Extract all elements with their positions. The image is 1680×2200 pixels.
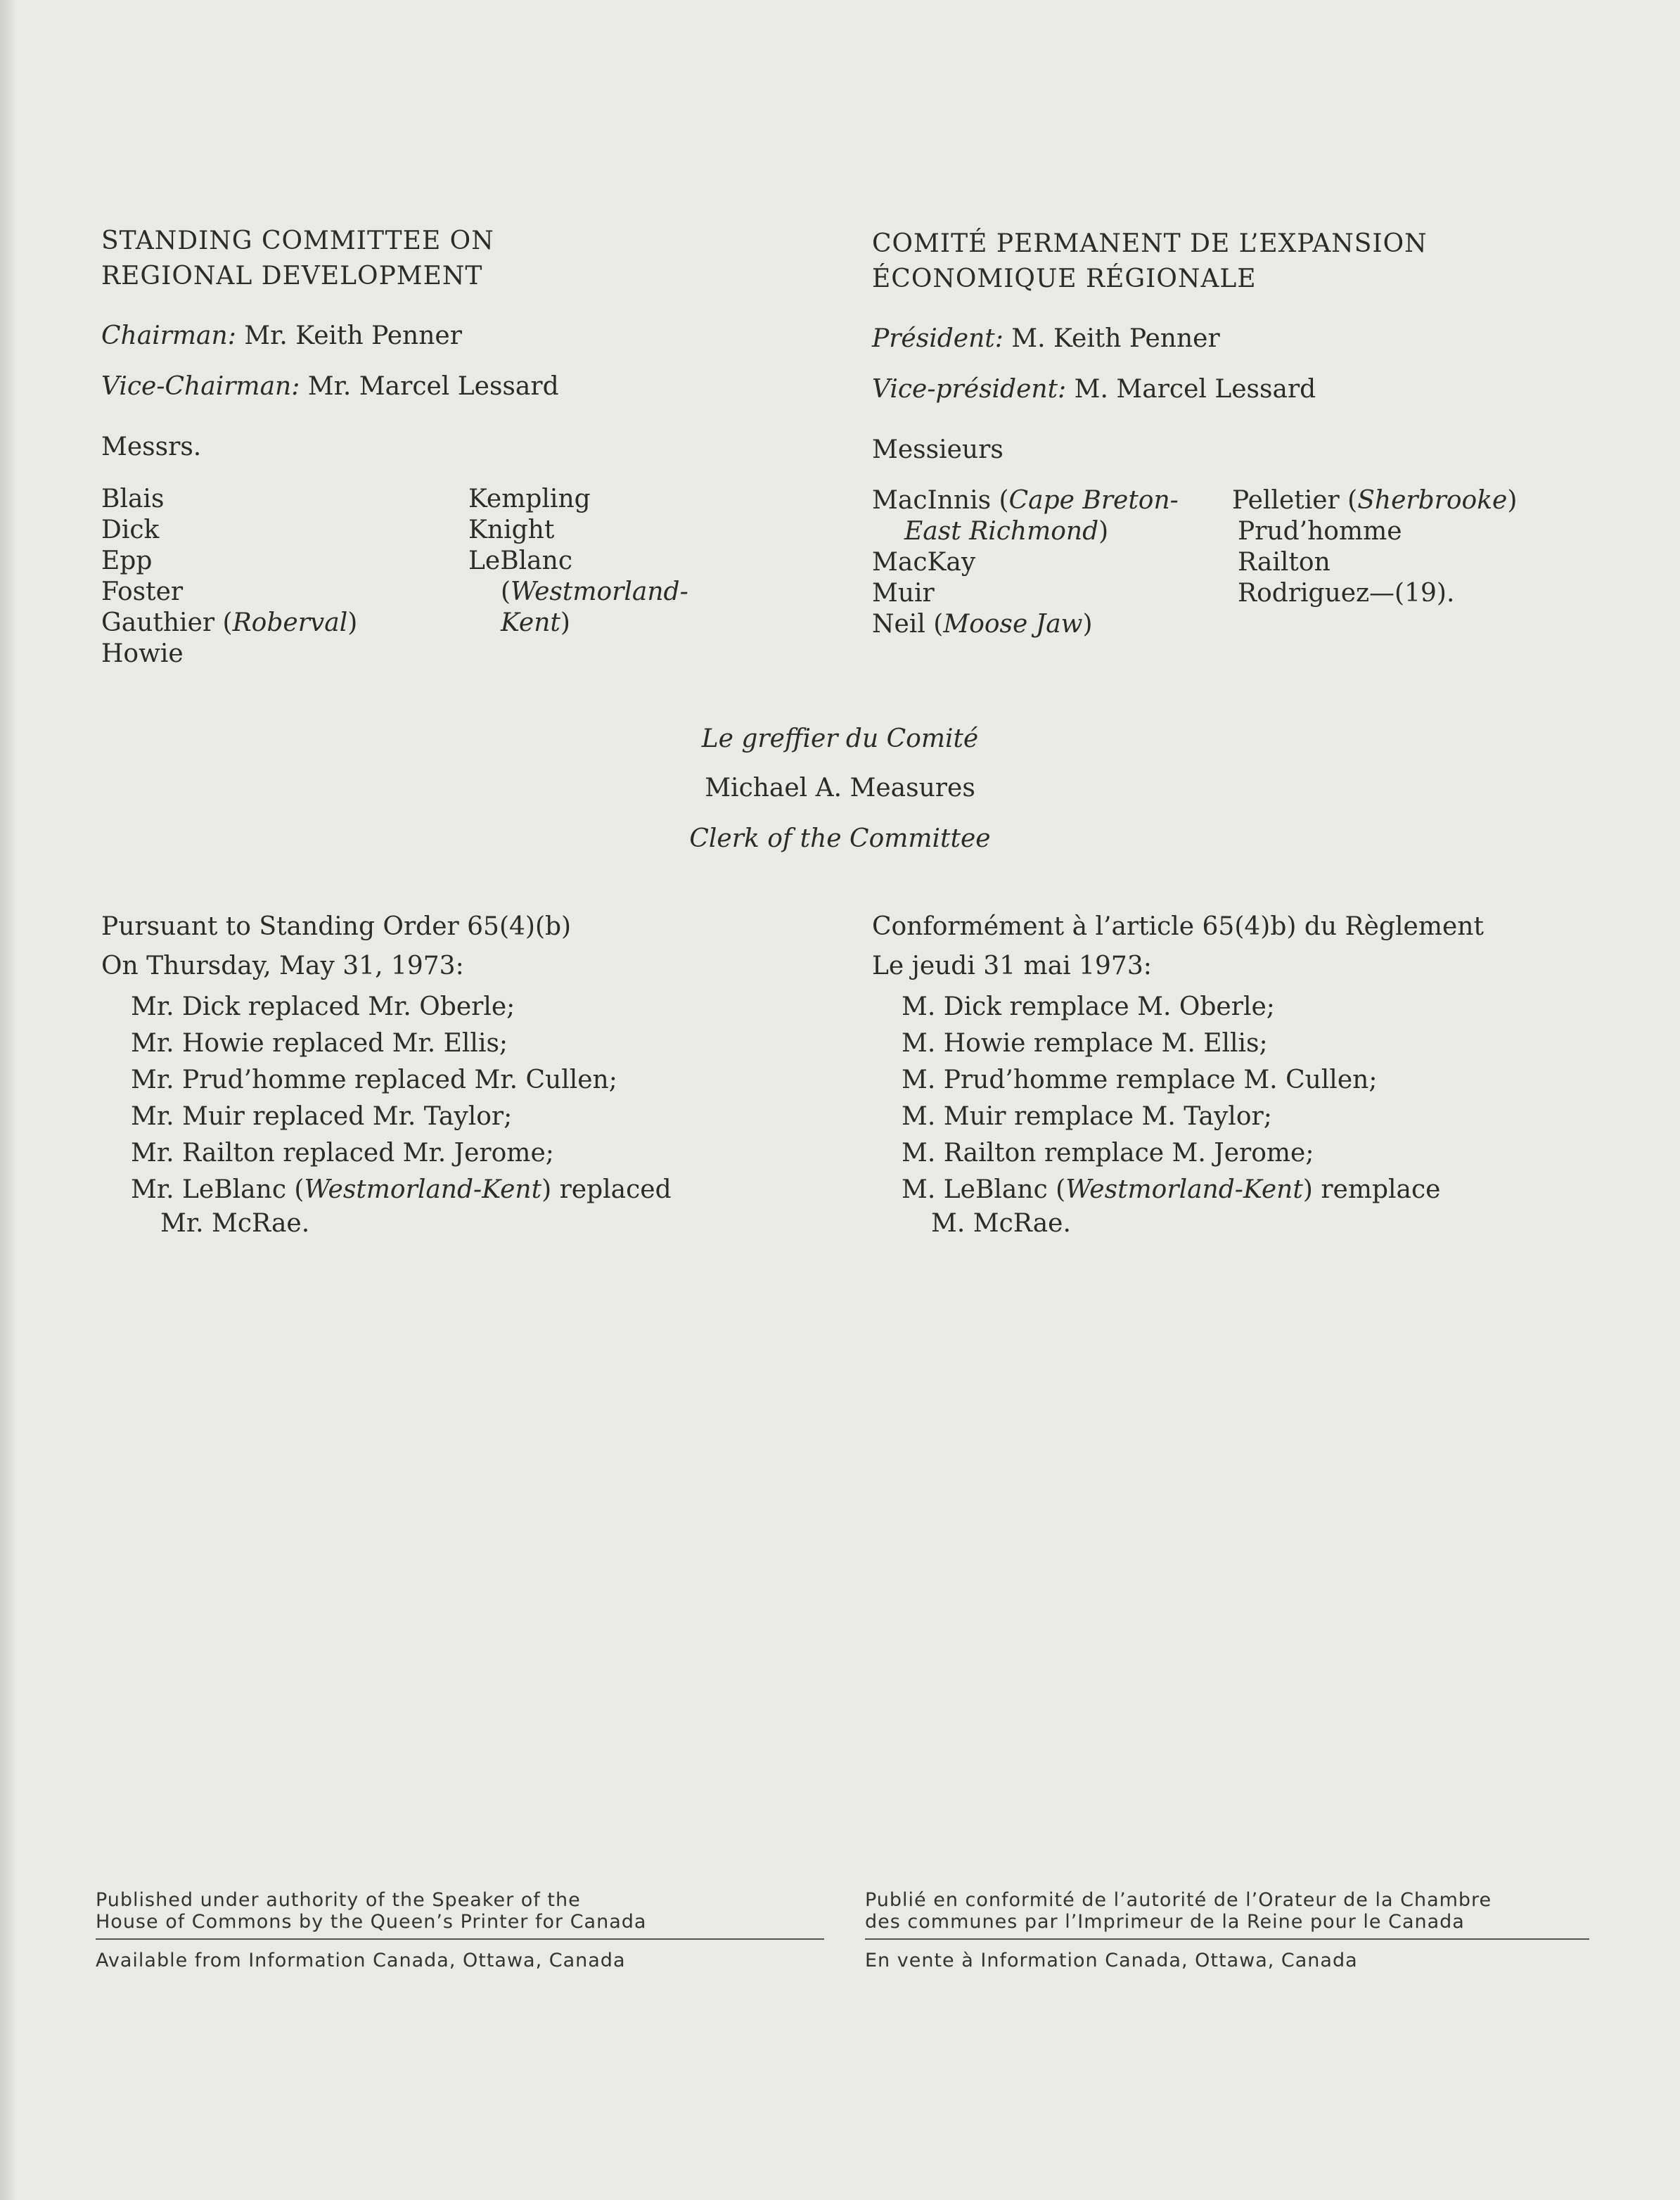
french-members-column-1 <box>872 485 1179 640</box>
clerk-title-english: Clerk of the Committee <box>689 824 991 853</box>
member-name: Gauthier (Roberval) <box>101 608 358 637</box>
english-availability: Available from Information Canada, Ottawa, Canada <box>96 1950 626 1971</box>
french-vice-name: M. Marcel Lessard <box>1066 375 1316 404</box>
english-publication-line1: Published under authority of the Speaker of the <box>96 1889 581 1911</box>
french-vice-chairman <box>872 374 1596 405</box>
french-publication-note <box>865 1889 1589 1933</box>
english-vice-name: Mr. Marcel Lessard <box>300 372 559 401</box>
french-committee-title-line1: COMITÉ PERMANENT DE L’EXPANSION <box>872 229 1428 258</box>
replacement-item: Mr. Howie replaced Mr. Ellis; <box>131 1029 508 1058</box>
english-committee-title-line2: REGIONAL DEVELOPMENT <box>101 262 483 290</box>
english-replacements-block <box>101 912 826 1239</box>
english-members-column-1 <box>101 484 357 670</box>
member-name: Neil (Moose Jaw) <box>872 610 1093 639</box>
member-riding: (Westmorland- <box>501 577 688 606</box>
french-chairman-name: M. Keith Penner <box>1003 324 1220 353</box>
replacement-item: M. Railton remplace M. Jerome; <box>902 1139 1314 1168</box>
french-replacement-list <box>872 989 1596 1239</box>
french-availability: En vente à Information Canada, Ottawa, Canada <box>865 1950 1358 1971</box>
page-edge <box>0 0 15 2200</box>
french-chairman <box>872 324 1596 354</box>
english-members-label: Messrs. <box>101 433 202 461</box>
clerk-name: Michael A. Measures <box>705 774 975 802</box>
english-replacement-list <box>101 989 826 1239</box>
member-name: LeBlanc <box>468 546 572 575</box>
french-committee-title-line2: ÉCONOMIQUE RÉGIONALE <box>872 264 1257 293</box>
member-name: Foster <box>101 577 184 606</box>
member-name: Prud’homme <box>1238 517 1402 546</box>
french-members-label: Messieurs <box>872 435 1003 464</box>
member-name: MacInnis (Cape Breton- <box>872 486 1179 515</box>
replacement-item: M. Muir remplace M. Taylor; <box>902 1102 1272 1131</box>
english-footer-rule <box>96 1938 824 1940</box>
member-riding: Kent) <box>501 608 570 637</box>
member-name: Rodriguez—(19). <box>1238 579 1455 608</box>
english-chairman <box>101 321 826 352</box>
french-publication-line1: Publié en conformité de l’autorité de l’Orateur de la Chambre <box>865 1889 1492 1911</box>
english-committee-block <box>101 224 826 463</box>
member-name: Pelletier (Sherbrooke) <box>1232 486 1518 515</box>
member-name: Howie <box>101 639 184 668</box>
replacement-item: M. Prud’homme remplace M. Cullen; <box>902 1066 1378 1094</box>
english-publication-note <box>96 1889 824 1933</box>
member-name: Epp <box>101 546 153 575</box>
replacement-item: M. Dick remplace M. Oberle; <box>902 992 1275 1021</box>
french-date: Le jeudi 31 mai 1973: <box>872 952 1152 980</box>
member-name: MacKay <box>872 548 976 577</box>
french-publication-line2: des communes par l’Imprimeur de la Reine pour le Canada <box>865 1911 1465 1933</box>
replacement-item-continued: M. McRae. <box>931 1209 1071 1238</box>
replacement-item: Mr. LeBlanc (Westmorland-Kent) replaced <box>131 1175 672 1204</box>
english-chairman-name: Mr. Keith Penner <box>236 321 462 350</box>
member-name: Muir <box>872 579 935 608</box>
french-committee-block <box>872 226 1596 466</box>
replacement-item: M. LeBlanc (Westmorland-Kent) remplace <box>902 1175 1441 1204</box>
member-name: Railton <box>1238 548 1330 577</box>
clerk-title-french: Le greffier du Comité <box>701 724 979 753</box>
french-replacements-block <box>872 912 1596 1239</box>
english-chairman-label: Chairman: <box>101 321 236 350</box>
english-vice-label: Vice-Chairman: <box>101 372 300 401</box>
english-date: On Thursday, May 31, 1973: <box>101 952 464 980</box>
replacement-item: Mr. Railton replaced Mr. Jerome; <box>131 1139 554 1168</box>
replacement-item: Mr. Dick replaced Mr. Oberle; <box>131 992 515 1021</box>
replacement-item: Mr. Prud’homme replaced Mr. Cullen; <box>131 1066 617 1094</box>
french-chairman-label: Président: <box>872 324 1003 353</box>
member-name: Kempling <box>468 485 591 513</box>
french-vice-label: Vice-président: <box>872 375 1067 404</box>
replacement-item-continued: Mr. McRae. <box>160 1209 310 1238</box>
french-members-column-2 <box>1232 485 1517 609</box>
member-riding: East Richmond) <box>904 517 1109 546</box>
member-name: Knight <box>468 516 555 544</box>
replacement-item: Mr. Muir replaced Mr. Taylor; <box>131 1102 513 1131</box>
english-pursuant: Pursuant to Standing Order 65(4)(b) <box>101 912 572 941</box>
english-committee-title-line1: STANDING COMMITTEE ON <box>101 226 494 255</box>
english-publication-line2: House of Commons by the Queen’s Printer for Canada <box>96 1911 647 1933</box>
member-name: Blais <box>101 485 165 513</box>
english-members-column-2 <box>468 484 688 639</box>
french-pursuant: Conformément à l’article 65(4)b) du Règlement <box>872 912 1484 941</box>
replacement-item: M. Howie remplace M. Ellis; <box>902 1029 1268 1058</box>
member-name: Dick <box>101 516 160 544</box>
french-footer-rule <box>865 1938 1589 1940</box>
english-vice-chairman <box>101 371 826 402</box>
